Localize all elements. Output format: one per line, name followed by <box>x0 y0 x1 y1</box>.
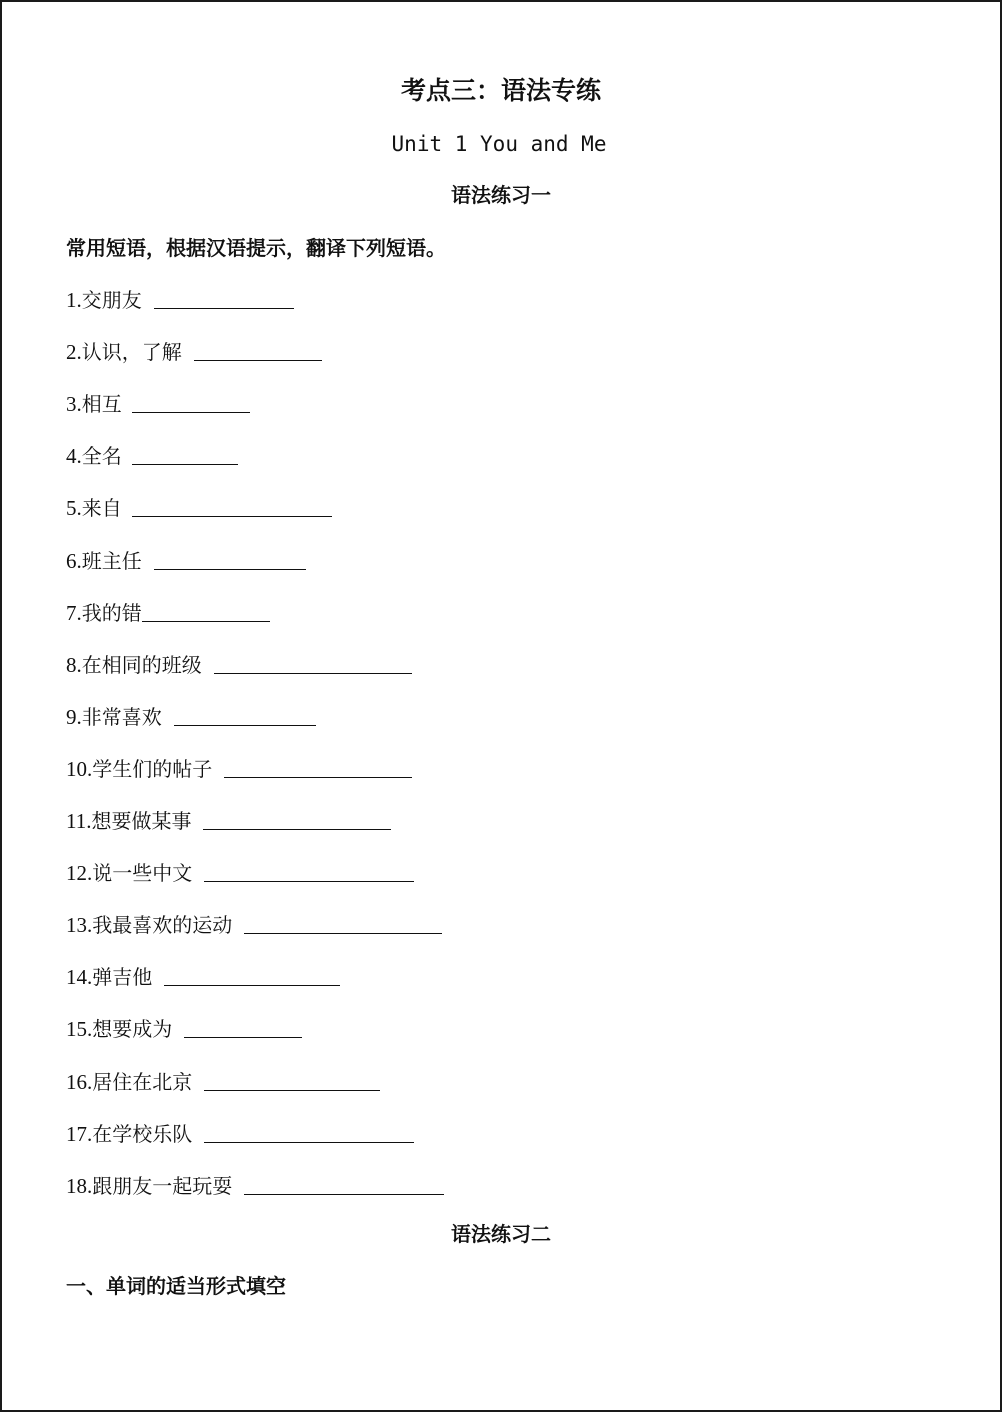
phrase-item-text: 非常喜欢 <box>81 704 162 729</box>
phrase-item-text: 说一些中文 <box>92 861 193 886</box>
phrase-item-text: 相互 <box>81 392 122 417</box>
answer-blank[interactable] <box>203 807 391 830</box>
phrase-item <box>66 547 306 575</box>
phrase-item-text: 在相同的班级 <box>81 652 202 677</box>
phrase-item <box>66 390 250 418</box>
answer-blank[interactable] <box>184 1015 302 1038</box>
phrase-item-number: 10. <box>66 756 93 781</box>
phrase-item-text: 班主任 <box>81 548 142 573</box>
phrase-item-number: 8. <box>66 652 82 677</box>
exercise-instruction: 常用短语，根据汉语提示，翻译下列短语。 <box>66 236 446 260</box>
phrase-item-number: 18. <box>66 1173 93 1198</box>
phrase-item-text: 来自 <box>81 496 122 521</box>
phrase-item <box>66 338 322 366</box>
answer-blank[interactable] <box>164 963 340 986</box>
phrase-item-number: 17. <box>66 1121 93 1146</box>
phrase-item-number: 14. <box>66 965 93 990</box>
phrase-item-text: 居住在北京 <box>92 1069 193 1094</box>
phrase-item <box>66 1015 302 1043</box>
answer-blank[interactable] <box>174 703 316 726</box>
part-heading: 一、单词的适当形式填空 <box>66 1274 286 1298</box>
phrase-item-text: 弹吉他 <box>92 965 153 990</box>
phrase-item-text: 跟朋友一起玩耍 <box>92 1173 233 1198</box>
answer-blank[interactable] <box>204 1068 380 1091</box>
phrase-item <box>66 442 238 470</box>
answer-blank[interactable] <box>142 599 270 622</box>
phrase-item <box>66 807 391 835</box>
answer-blank[interactable] <box>214 651 412 674</box>
section-heading-1: 语法练习一 <box>451 183 551 207</box>
phrase-item-text: 认识，了解 <box>81 340 182 365</box>
phrase-item-text: 我最喜欢的运动 <box>92 913 233 938</box>
phrase-item-text: 想要成为 <box>92 1017 173 1042</box>
phrase-item <box>66 1068 380 1096</box>
phrase-item-number: 11. <box>66 809 92 833</box>
phrase-item <box>66 911 442 939</box>
phrase-item <box>66 1172 444 1200</box>
answer-blank[interactable] <box>132 442 238 465</box>
phrase-item <box>66 703 316 731</box>
phrase-item-text: 想要做某事 <box>91 809 192 833</box>
phrase-item-number: 3. <box>66 392 82 417</box>
answer-blank[interactable] <box>244 911 442 934</box>
phrase-item-text: 我的错 <box>81 600 142 625</box>
phrase-item-number: 16. <box>66 1069 93 1094</box>
answer-blank[interactable] <box>154 547 306 570</box>
phrase-item-number: 12. <box>66 861 93 886</box>
phrase-item-text: 学生们的帖子 <box>92 756 213 781</box>
answer-blank[interactable] <box>244 1172 444 1195</box>
phrase-item-text: 在学校乐队 <box>92 1121 193 1146</box>
phrase-item-text: 交朋友 <box>81 288 142 312</box>
phrase-item-number: 9. <box>66 704 82 729</box>
phrase-item <box>66 963 340 991</box>
phrase-item-number: 13. <box>66 913 93 938</box>
phrase-item-number: 6. <box>66 548 82 573</box>
phrase-item <box>66 599 270 627</box>
phrase-item-number: 1. <box>66 288 82 312</box>
phrase-item <box>66 859 414 887</box>
phrase-item-number: 7. <box>66 600 82 625</box>
answer-blank[interactable] <box>132 494 332 517</box>
answer-blank[interactable] <box>204 859 414 882</box>
phrase-item <box>66 494 332 522</box>
unit-title: Unit 1 You and Me <box>391 132 607 156</box>
phrase-item <box>66 651 412 679</box>
answer-blank[interactable] <box>194 338 322 361</box>
answer-blank[interactable] <box>132 390 250 413</box>
phrase-item <box>66 755 412 783</box>
phrase-item-number: 2. <box>66 340 82 365</box>
answer-blank[interactable] <box>204 1120 414 1143</box>
phrase-item-number: 5. <box>66 496 82 521</box>
phrase-item <box>66 1120 414 1148</box>
section-heading-2: 语法练习二 <box>451 1222 551 1246</box>
phrase-item-number: 4. <box>66 444 82 469</box>
phrase-item-number: 15. <box>66 1017 93 1042</box>
phrase-item-text: 全名 <box>81 444 122 469</box>
phrase-item <box>66 286 294 314</box>
answer-blank[interactable] <box>224 755 412 778</box>
page-title: 考点三：语法专练 <box>400 76 601 105</box>
answer-blank[interactable] <box>154 286 294 309</box>
